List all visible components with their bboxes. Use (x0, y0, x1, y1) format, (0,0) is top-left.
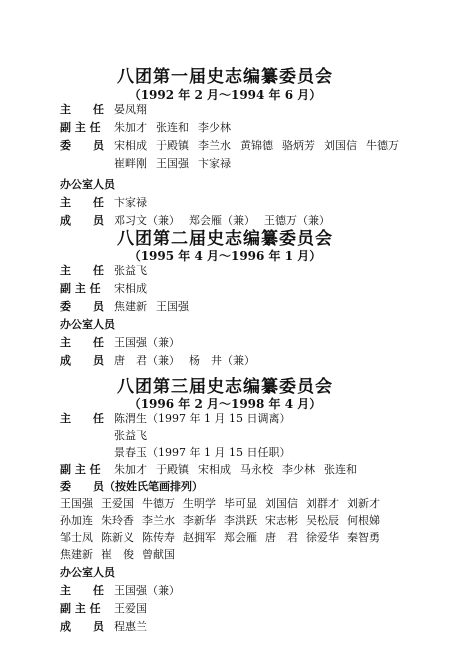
name-item: 邹士凤 (60, 531, 93, 544)
name-item: 张连和 (156, 121, 189, 134)
name-item: 吴松辰 (306, 514, 339, 527)
name-item: 黄锦德 (240, 139, 273, 152)
c2-fuzhuren-label: 副 主 任 (60, 282, 101, 295)
name-item: 秦智勇 (347, 531, 380, 544)
name-item: 宋相成 (198, 463, 231, 476)
name-item: 王国强 (156, 157, 189, 170)
name-item: 杨 井（兼） (189, 354, 255, 367)
name-item: 宋志彬 (265, 514, 298, 527)
name-item: 牛德万 (142, 497, 175, 510)
c3-fuzhuren-label: 副 主 任 (60, 463, 101, 476)
c1-office-zhuren-label: 主 任 (60, 196, 104, 209)
c1-office-zhuren: 卞家禄 (114, 196, 147, 209)
c3-office-zhuren-label: 主 任 (60, 584, 104, 597)
name-item: 毕可显 (224, 497, 257, 510)
c2-office-label: 办公室人员 (60, 318, 115, 331)
c1-weiyuan-label: 委 员 (60, 139, 104, 152)
name-item: 陈新义 (101, 531, 134, 544)
name-item: 李少林 (282, 463, 315, 476)
c1-weiyuan-row-2 (114, 157, 240, 171)
c3-weiyuan-row-3 (60, 531, 388, 545)
name-item: 郑会雁（兼） (189, 214, 255, 227)
committee-2-title: 八团第二届史志编纂委员会 (117, 229, 333, 249)
c1-zhuren-label: 主 任 (60, 103, 104, 116)
c3-office-chengyuan-label: 成 员 (60, 620, 104, 633)
name-item: 刘新才 (347, 497, 380, 510)
c3-weiyuan-row-2 (60, 514, 388, 528)
c3-office-chengyuan: 程惠兰 (114, 620, 147, 633)
name-item: 郑会雁 (224, 531, 257, 544)
c3-weiyuan-label: 委 员（按姓氏笔画排列） (60, 480, 203, 493)
name-item: 赵拥军 (183, 531, 216, 544)
name-item: 王国强 (156, 300, 189, 313)
name-item: 崔 俊 (101, 548, 134, 561)
c3-office-zhuren: 王国强（兼） (114, 584, 180, 597)
name-item: 崔畔刚 (114, 157, 147, 170)
c1-fuzhuren-label: 副 主 任 (60, 121, 101, 134)
name-item: 李兰水 (142, 514, 175, 527)
c3-office-fuzhuren: 王爱国 (114, 602, 147, 615)
committee-1-period: （1992 年 2 月～1994 年 6 月） (128, 88, 322, 102)
name-item: 马永校 (240, 463, 273, 476)
committee-3-period: （1996 年 2 月～1998 年 4 月） (128, 397, 322, 411)
c2-office-zhuren-label: 主 任 (60, 336, 104, 349)
c3-zhuren-2: 张益飞 (114, 429, 147, 442)
name-item: 唐 君（兼） (114, 354, 180, 367)
name-item: 李少林 (198, 121, 231, 134)
name-item: 朱加才 (114, 463, 147, 476)
name-item: 刘群才 (306, 497, 339, 510)
c2-fuzhuren: 宋相成 (114, 282, 147, 295)
c2-office-chengyuan (114, 354, 264, 368)
c3-office-fuzhuren-label: 副 主 任 (60, 602, 101, 615)
name-item: 朱玲香 (101, 514, 134, 527)
name-item: 于殿镇 (156, 463, 189, 476)
name-item: 何根娣 (347, 514, 380, 527)
c2-zhuren: 张益飞 (114, 264, 147, 277)
name-item: 卞家禄 (198, 157, 231, 170)
committee-2-period: （1995 年 4 月～1996 年 1 月） (128, 249, 322, 263)
name-item: 李新华 (183, 514, 216, 527)
c2-zhuren-label: 主 任 (60, 264, 104, 277)
name-item: 生明学 (183, 497, 216, 510)
c1-office-chengyuan-label: 成 员 (60, 214, 104, 227)
name-item: 朱加才 (114, 121, 147, 134)
c2-weiyuan-label: 委 员 (60, 300, 104, 313)
name-item: 邓习文（兼） (114, 214, 180, 227)
c2-weiyuan-list (114, 300, 198, 314)
committee-1-title: 八团第一届史志编纂委员会 (117, 67, 333, 87)
c3-zhuren-label: 主 任 (60, 412, 104, 425)
c1-office-label: 办公室人员 (60, 178, 115, 191)
name-item: 王爱国 (101, 497, 134, 510)
name-item: 焦建新 (114, 300, 147, 313)
c3-office-label: 办公室人员 (60, 566, 115, 579)
c1-fuzhuren-list (114, 121, 240, 135)
name-item: 王国强 (60, 497, 93, 510)
name-item: 于殿镇 (156, 139, 189, 152)
c2-office-zhuren: 王国强（兼） (114, 336, 180, 349)
name-item: 王德万（兼） (264, 214, 330, 227)
name-item: 曾献国 (142, 548, 175, 561)
name-item: 牛德万 (366, 139, 399, 152)
c3-weiyuan-row-1 (60, 497, 388, 511)
name-item: 刘国信 (324, 139, 357, 152)
name-item: 刘国信 (265, 497, 298, 510)
name-item: 陈传寿 (142, 531, 175, 544)
committee-3-title: 八团第三届史志编纂委员会 (117, 377, 333, 397)
name-item: 李洪跃 (224, 514, 257, 527)
c3-zhuren-1: 陈渭生（1997 年 1 月 15 日调离） (114, 412, 291, 425)
c1-zhuren: 晏凤翔 (114, 103, 147, 116)
name-item: 唐 君 (265, 531, 298, 544)
c2-office-chengyuan-label: 成 员 (60, 354, 104, 367)
name-item: 孙加连 (60, 514, 93, 527)
name-item: 骆炳芳 (282, 139, 315, 152)
c3-weiyuan-row-4 (60, 548, 183, 562)
name-item: 宋相成 (114, 139, 147, 152)
c3-zhuren-3: 景春玉（1997 年 1 月 15 日任职） (114, 446, 291, 459)
name-item: 焦建新 (60, 548, 93, 561)
name-item: 张连和 (324, 463, 357, 476)
name-item: 徐爱华 (306, 531, 339, 544)
name-item: 李兰水 (198, 139, 231, 152)
c1-weiyuan-row-1 (114, 139, 408, 153)
c3-fuzhuren-list (114, 463, 366, 477)
